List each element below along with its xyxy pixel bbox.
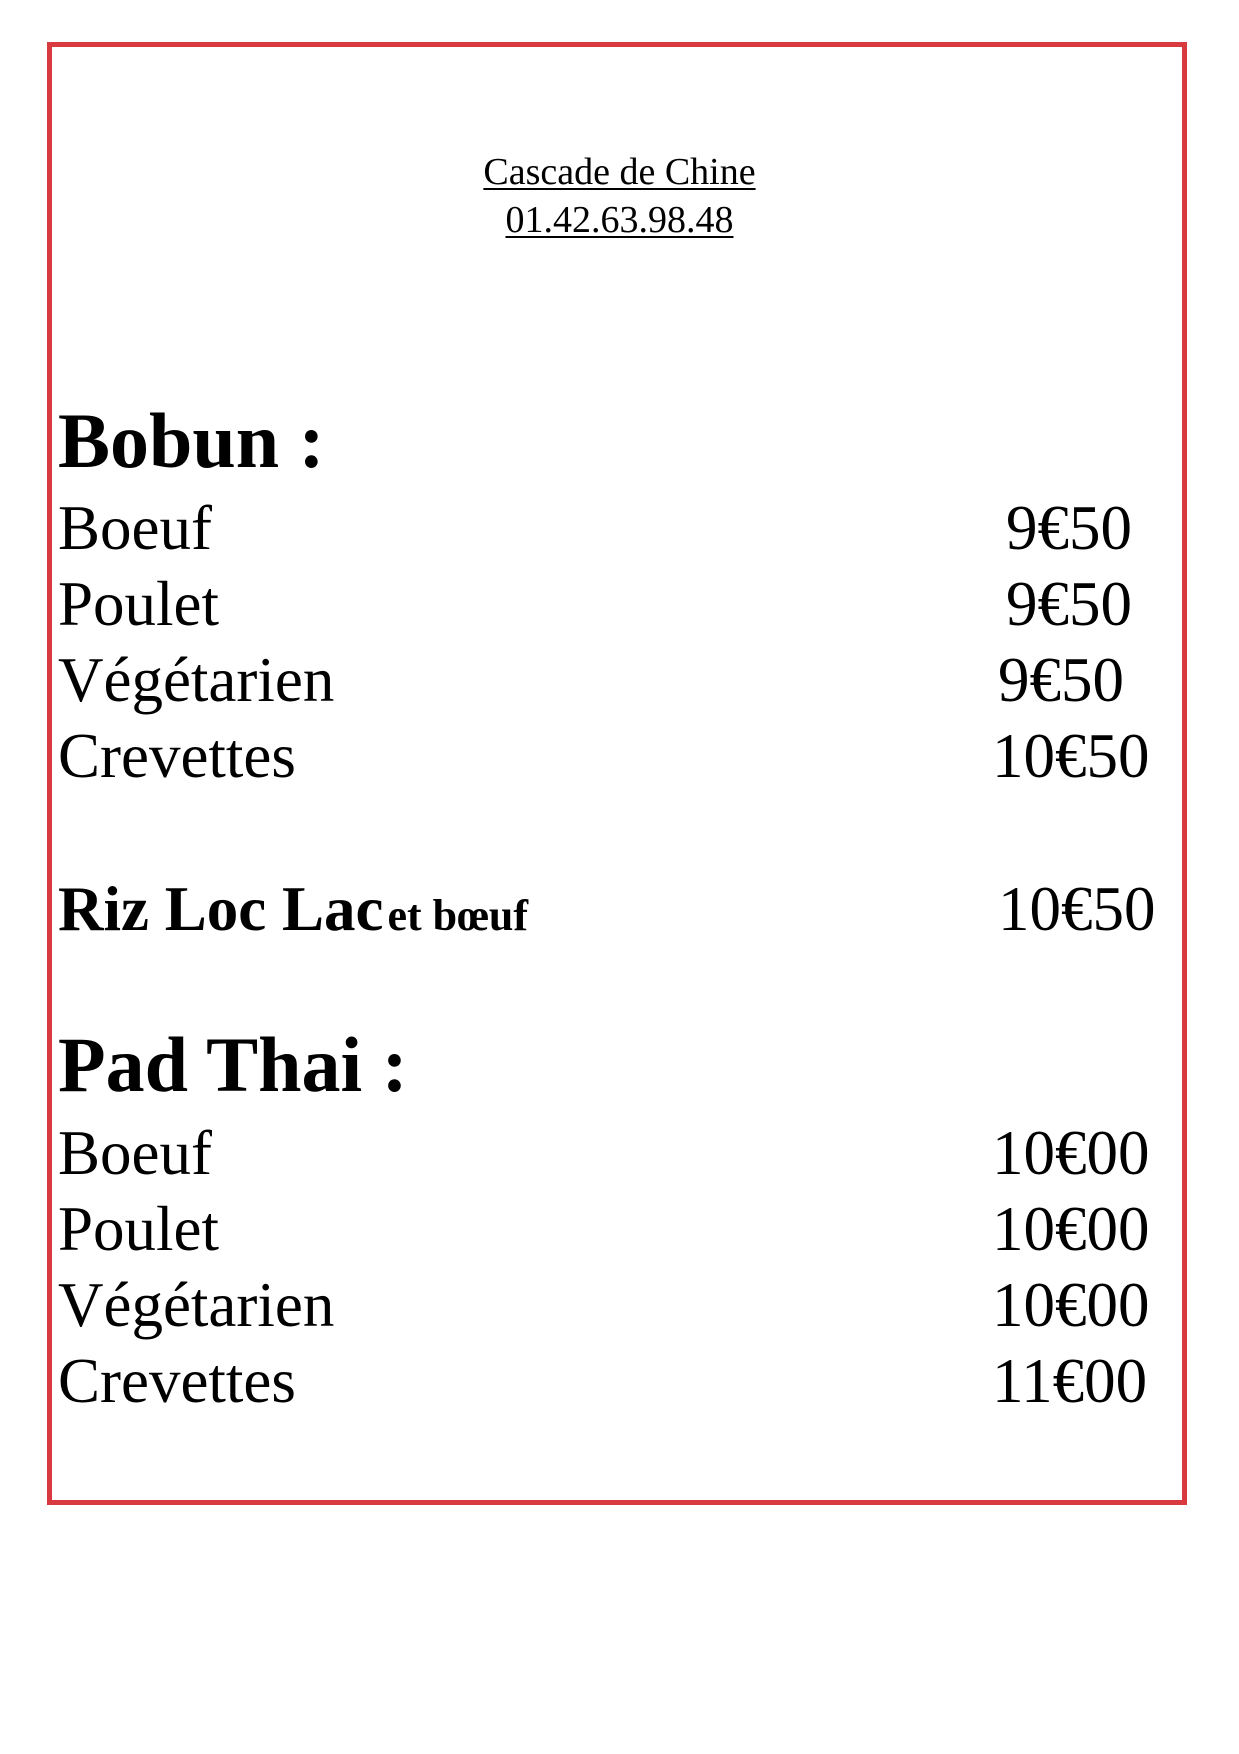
special-item-price: 10€50: [998, 874, 1156, 944]
menu-item-name: Crevettes: [58, 1346, 296, 1416]
menu-item-price: 10€50: [992, 721, 1150, 791]
section-title-pad-thai: Pad Thai :: [58, 1021, 408, 1108]
menu-item-name: Crevettes: [58, 721, 296, 791]
phone-line: [0, 196, 1239, 244]
menu-item-name: Végétarien: [58, 1270, 335, 1340]
menu-item-name: Poulet: [58, 569, 220, 639]
special-item: [58, 871, 528, 964]
menu-item-name: Boeuf: [58, 1118, 212, 1188]
menu-item-name: Poulet: [58, 1194, 220, 1264]
special-item-suffix: et bœuf: [387, 891, 528, 940]
menu-header: [0, 148, 1239, 244]
restaurant-name-line: [0, 148, 1239, 196]
menu-item-price: 9€50: [998, 645, 1124, 715]
menu-item-name: Végétarien: [58, 645, 335, 715]
menu-item-name: Boeuf: [58, 493, 212, 563]
menu-item-price: 10€00: [992, 1194, 1150, 1264]
menu-item-price: 10€00: [992, 1118, 1150, 1188]
menu-item-price: 10€00: [992, 1270, 1150, 1340]
special-item-name: Riz Loc Lac: [58, 874, 384, 944]
menu-item-price: 9€50: [1006, 569, 1132, 639]
menu-item-price: 9€50: [1006, 493, 1132, 563]
section-title-bobun: Bobun :: [58, 397, 325, 484]
phone-number: 01.42.63.98.48: [505, 199, 734, 241]
restaurant-name: Cascade de Chine: [483, 151, 756, 193]
menu-item-price: 11€00: [992, 1346, 1148, 1416]
